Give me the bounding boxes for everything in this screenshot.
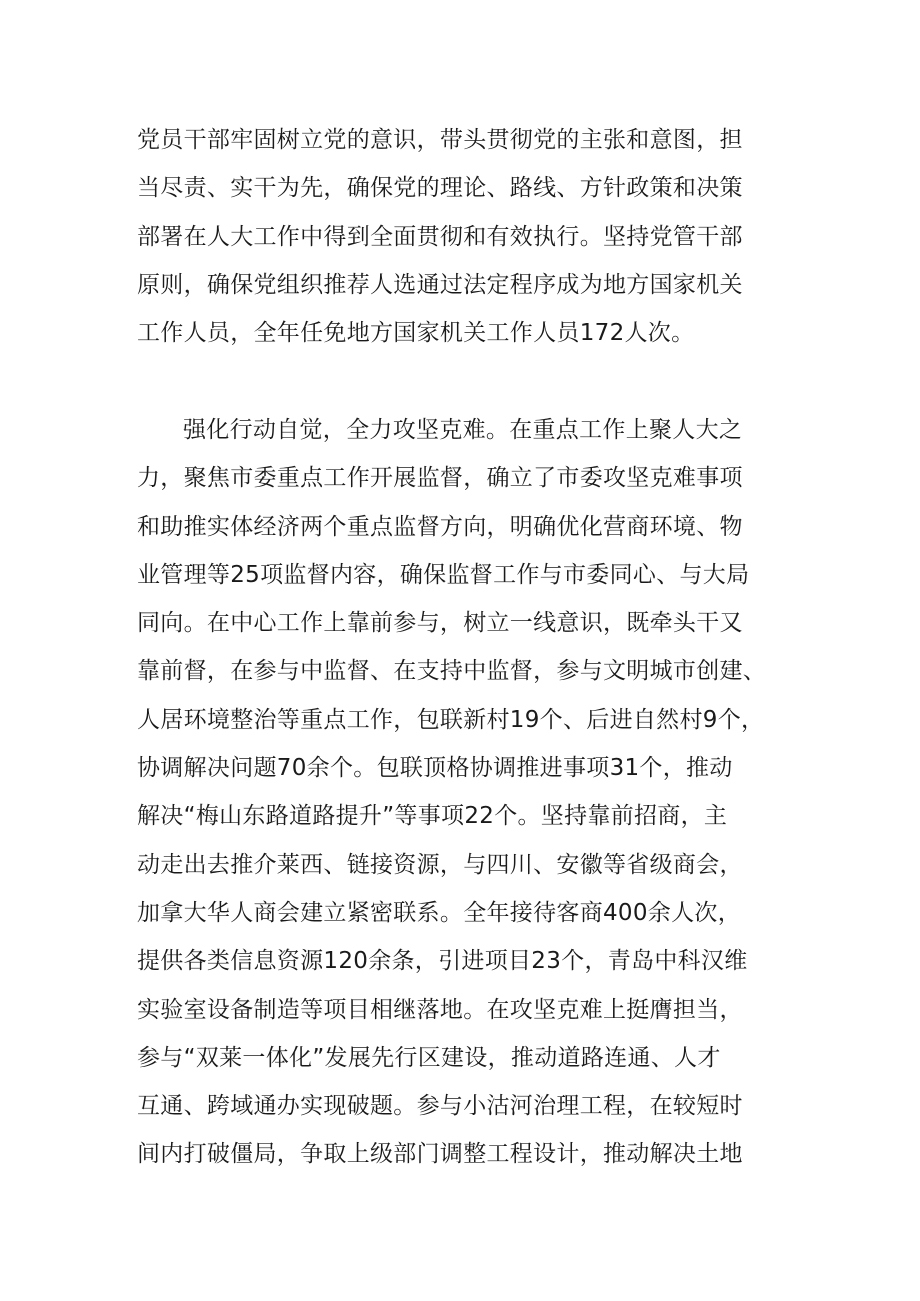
paragraph-line: 参与“双莱一体化”发展先行区建设，推动道路连通、人才 [137,1044,721,1071]
paragraph-line: 动走出去推介莱西、链接资源，与四川、安徽等省级商会， [137,851,743,878]
paragraph-line: 工作人员，全年任免地方国家机关工作人员172人次。 [137,320,695,347]
paragraph-line: 部署在人大工作中得到全面贯彻和有效执行。坚持党管干部 [137,223,743,250]
paragraph-line: 提供各类信息资源120余条，引进项目23个，青岛中科汉维 [137,948,748,975]
paragraph-line: 解决“梅山东路道路提升”等事项22个。坚持靠前招商，主 [137,803,728,830]
paragraph-line: 和助推实体经济两个重点监督方向，明确优化营商环境、物 [137,513,743,540]
paragraph-line: 同向。在中心工作上靠前参与，树立一线意识，既牵头干又 [137,610,743,637]
paragraph-line: 实验室设备制造等项目相继落地。在攻坚克难上挺膺担当， [137,996,743,1023]
paragraph-line: 协调解决问题70余个。包联顶格协调推进事项31个，推动 [137,755,733,782]
paragraph-line: 人居环境整治等重点工作，包联新村19个、后进自然村9个， [137,706,765,733]
paragraph-1 [137,116,797,357]
paragraph-2 [137,406,797,1179]
paragraph-line: 党员干部牢固树立党的意识，带头贯彻党的主张和意图，担 [137,127,743,153]
paragraph-line: 靠前督，在参与中监督、在支持中监督，参与文明城市创建、 [137,658,767,685]
paragraph-line: 间内打破僵局，争取上级部门调整工程设计，推动解决土地 [137,1141,743,1168]
paragraph-line: 加拿大华人商会建立紧密联系。全年接待客商400余人次， [137,899,741,926]
paragraph-line: 业管理等25项监督内容，确保监督工作与市委同心、与大局 [137,561,750,588]
paragraph-line: 当尽责、实干为先，确保党的理论、路线、方针政策和决策 [137,175,743,202]
paragraph-line: 互通、跨域通办实现破题。参与小沽河治理工程，在较短时 [137,1093,743,1120]
paragraph-line: 力，聚焦市委重点工作开展监督，确立了市委攻坚克难事项 [137,465,743,492]
paragraph-line: 强化行动自觉，全力攻坚克难。在重点工作上聚人大之 [183,417,743,443]
paragraph-line: 原则，确保党组织推荐人选通过法定程序成为地方国家机关 [137,271,743,298]
